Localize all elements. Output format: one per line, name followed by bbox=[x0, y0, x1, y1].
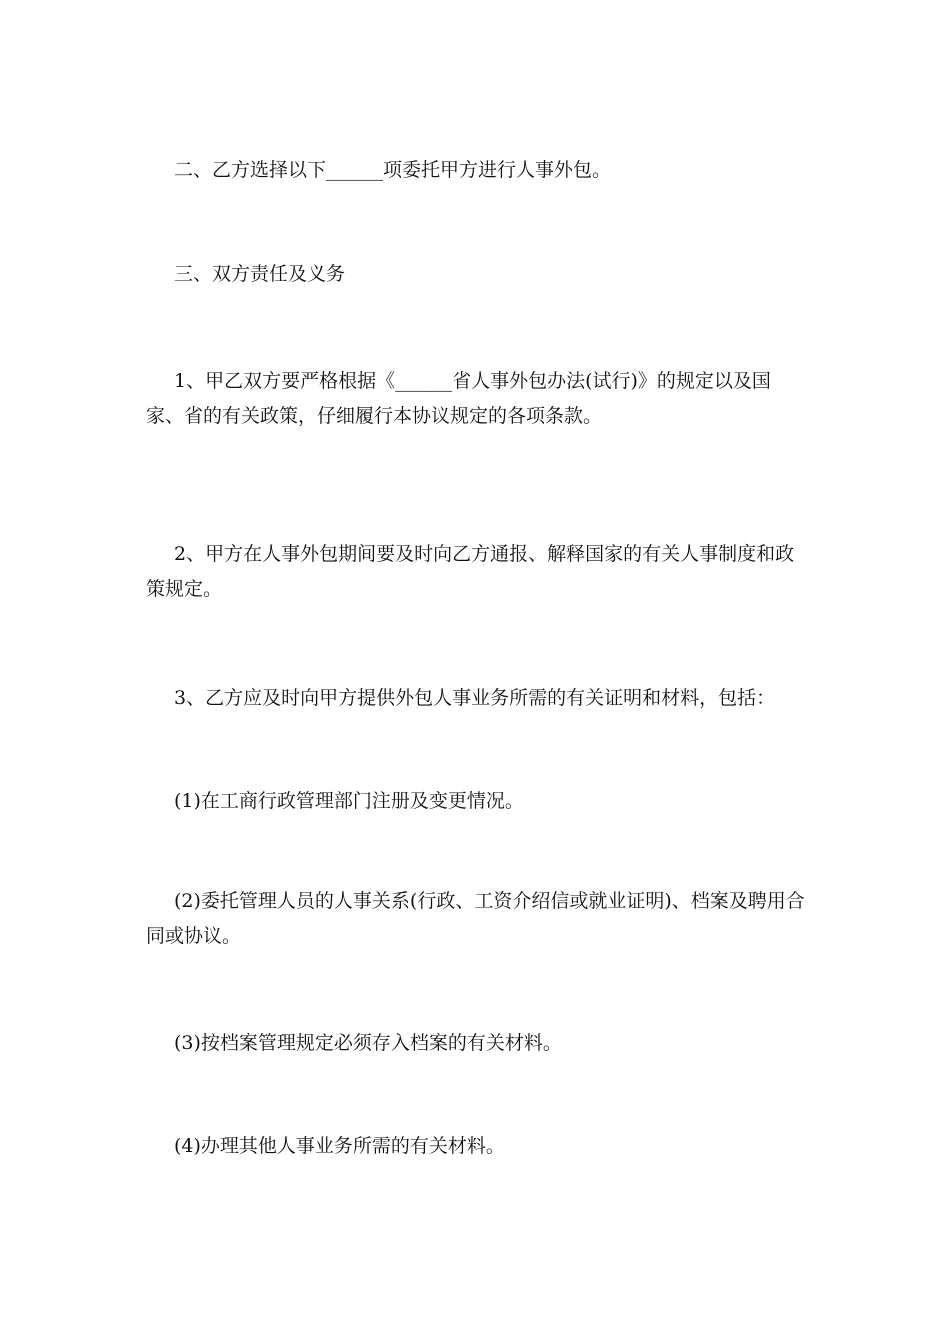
paragraph-clause-2: 2、甲方在人事外包期间要及时向乙方通报、解释国家的有关人事制度和政策规定。 bbox=[146, 543, 795, 600]
paragraph-section-two: 二、乙方选择以下______项委托甲方进行人事外包。 bbox=[174, 159, 612, 181]
paragraph-section-three-heading: 三、双方责任及义务 bbox=[174, 263, 346, 285]
paragraph-clause-1: 1、甲乙双方要严格根据《______省人事外包办法(试行)》的规定以及国家、省的有关政策，仔细履行本协议规定的各项条款。 bbox=[146, 370, 771, 427]
paragraph-item-2: (2)委托管理人员的人事关系(行政、工资介绍信或就业证明)、档案及聘用合同或协议。 bbox=[146, 890, 805, 947]
paragraph-item-1: (1)在工商行政管理部门注册及变更情况。 bbox=[174, 790, 524, 812]
paragraph-item-4: (4)办理其他人事业务所需的有关材料。 bbox=[174, 1135, 505, 1157]
paragraph-clause-3: 3、乙方应及时向甲方提供外包人事业务所需的有关证明和材料，包括： bbox=[174, 687, 776, 709]
paragraph-item-3: (3)按档案管理规定必须存入档案的有关材料。 bbox=[174, 1032, 562, 1054]
